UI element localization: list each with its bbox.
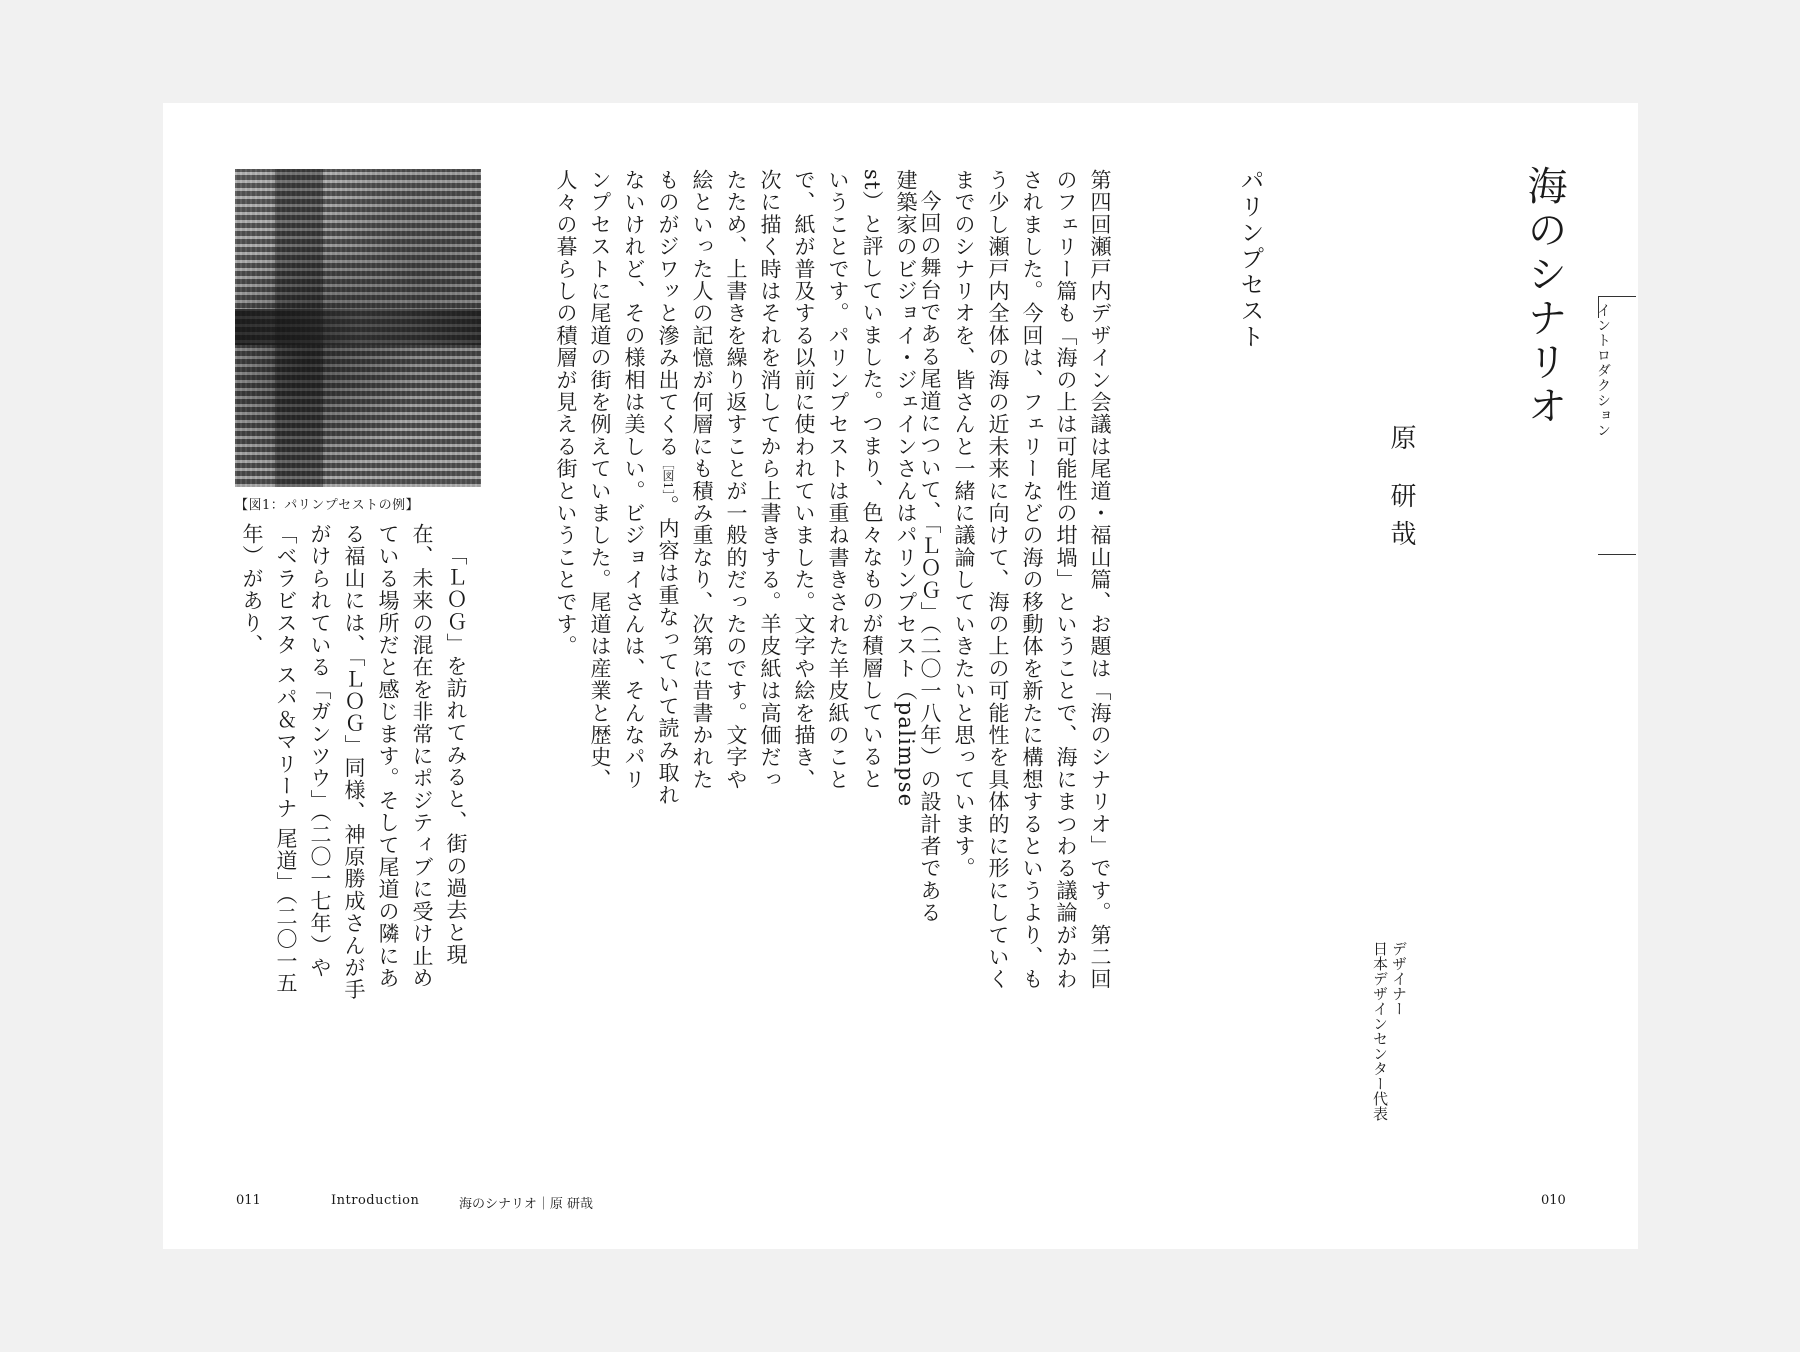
body-paragraph-4: 「ＬＯＧ」を訪れてみると、街の過去と現在、未来の混在を非常にポジティブに受け止めている場所だと感じます。そして尾道の隣にある福山には、「ＬＯＧ」同様、神原勝成さんが手がけられている「ガンツウ」（二〇一七年）や「ベラビスタ スパ＆マリーナ 尾道」（二〇一五年）があり、 [240, 523, 468, 1001]
role-line-2: 日本デザインセンター代表 [1371, 941, 1389, 1121]
rule-bottom [1598, 554, 1636, 555]
body-paragraph-3b: 。内容は重なっていて読み取れないけれど、その様相は美しい。ビジョイさんは、そんなパリンプセストに尾道の街を例えていました。尾道は産業と歴史、人々の暮らしの積層が見える街ということです。 [554, 169, 680, 807]
footer-section: Introduction [331, 1193, 420, 1208]
section-heading: パリンプセスト [1236, 168, 1264, 350]
author-name: 原 研哉 [1386, 424, 1416, 559]
page-number-left: 011 [236, 1193, 261, 1208]
body-column-right [913, 169, 1117, 1009]
author-role [1370, 941, 1408, 1121]
section-label: イントロダクション [1595, 303, 1611, 438]
body-column-left-upper [549, 169, 923, 809]
body-paragraph-1: 第四回瀬戸内デザイン会議は尾道・福山篇、お題は「海のシナリオ」です。第二回のフェリー篇も「海の上は可能性の坩堝」ということで、海にまつわる議論がかわされました。今回は、フェリーなどの海の移動体を新たに構想するというより、もう少し瀬戸内全体の海の近未来に向けて、海の上の可能性を具体的に形にしていくまでのシナリオを、皆さんと一緒に議論していきたいと思っています。 [952, 169, 1112, 991]
book-spread [163, 103, 1638, 1249]
figure-reference: ［図1］ [661, 457, 675, 496]
role-line-1: デザイナー [1390, 941, 1408, 1016]
page-number-right: 010 [1541, 1193, 1566, 1208]
page-title: 海のシナリオ [1521, 165, 1567, 429]
figure-caption: 【図1：パリンプセストの例】 [235, 498, 420, 513]
body-paragraph-3a: 建築家のビジョイ・ジェインさんはパリンプセスト（palimpsest）と評していました。つまり、色々なものが積層しているということです。パリンプセストは重ね書きされた羊皮紙のことで、紙が普及する以前に使われていました。文字や絵を描き、次に描く時はそれを消してから上書きする。羊皮紙は高価だったため、上書きを繰り返すことが一般的だったのです。文字や絵といった人の記憶が何層にも積み重なり、次第に昔書かれたものがジワッと滲み出てくる [656, 169, 918, 808]
palimpsest-image [235, 169, 481, 487]
body-column-left-lower [235, 523, 473, 1003]
figure-shadow-band [235, 309, 481, 345]
body-paragraph-2: 今回の舞台である尾道について、「ＬＯＧ」（二〇一八年）の設計者である [918, 190, 942, 924]
body-paragraph-3 [549, 169, 923, 809]
footer-running-title: 海のシナリオ｜原 研哉 [459, 1197, 594, 1212]
rule-top [1598, 296, 1636, 297]
